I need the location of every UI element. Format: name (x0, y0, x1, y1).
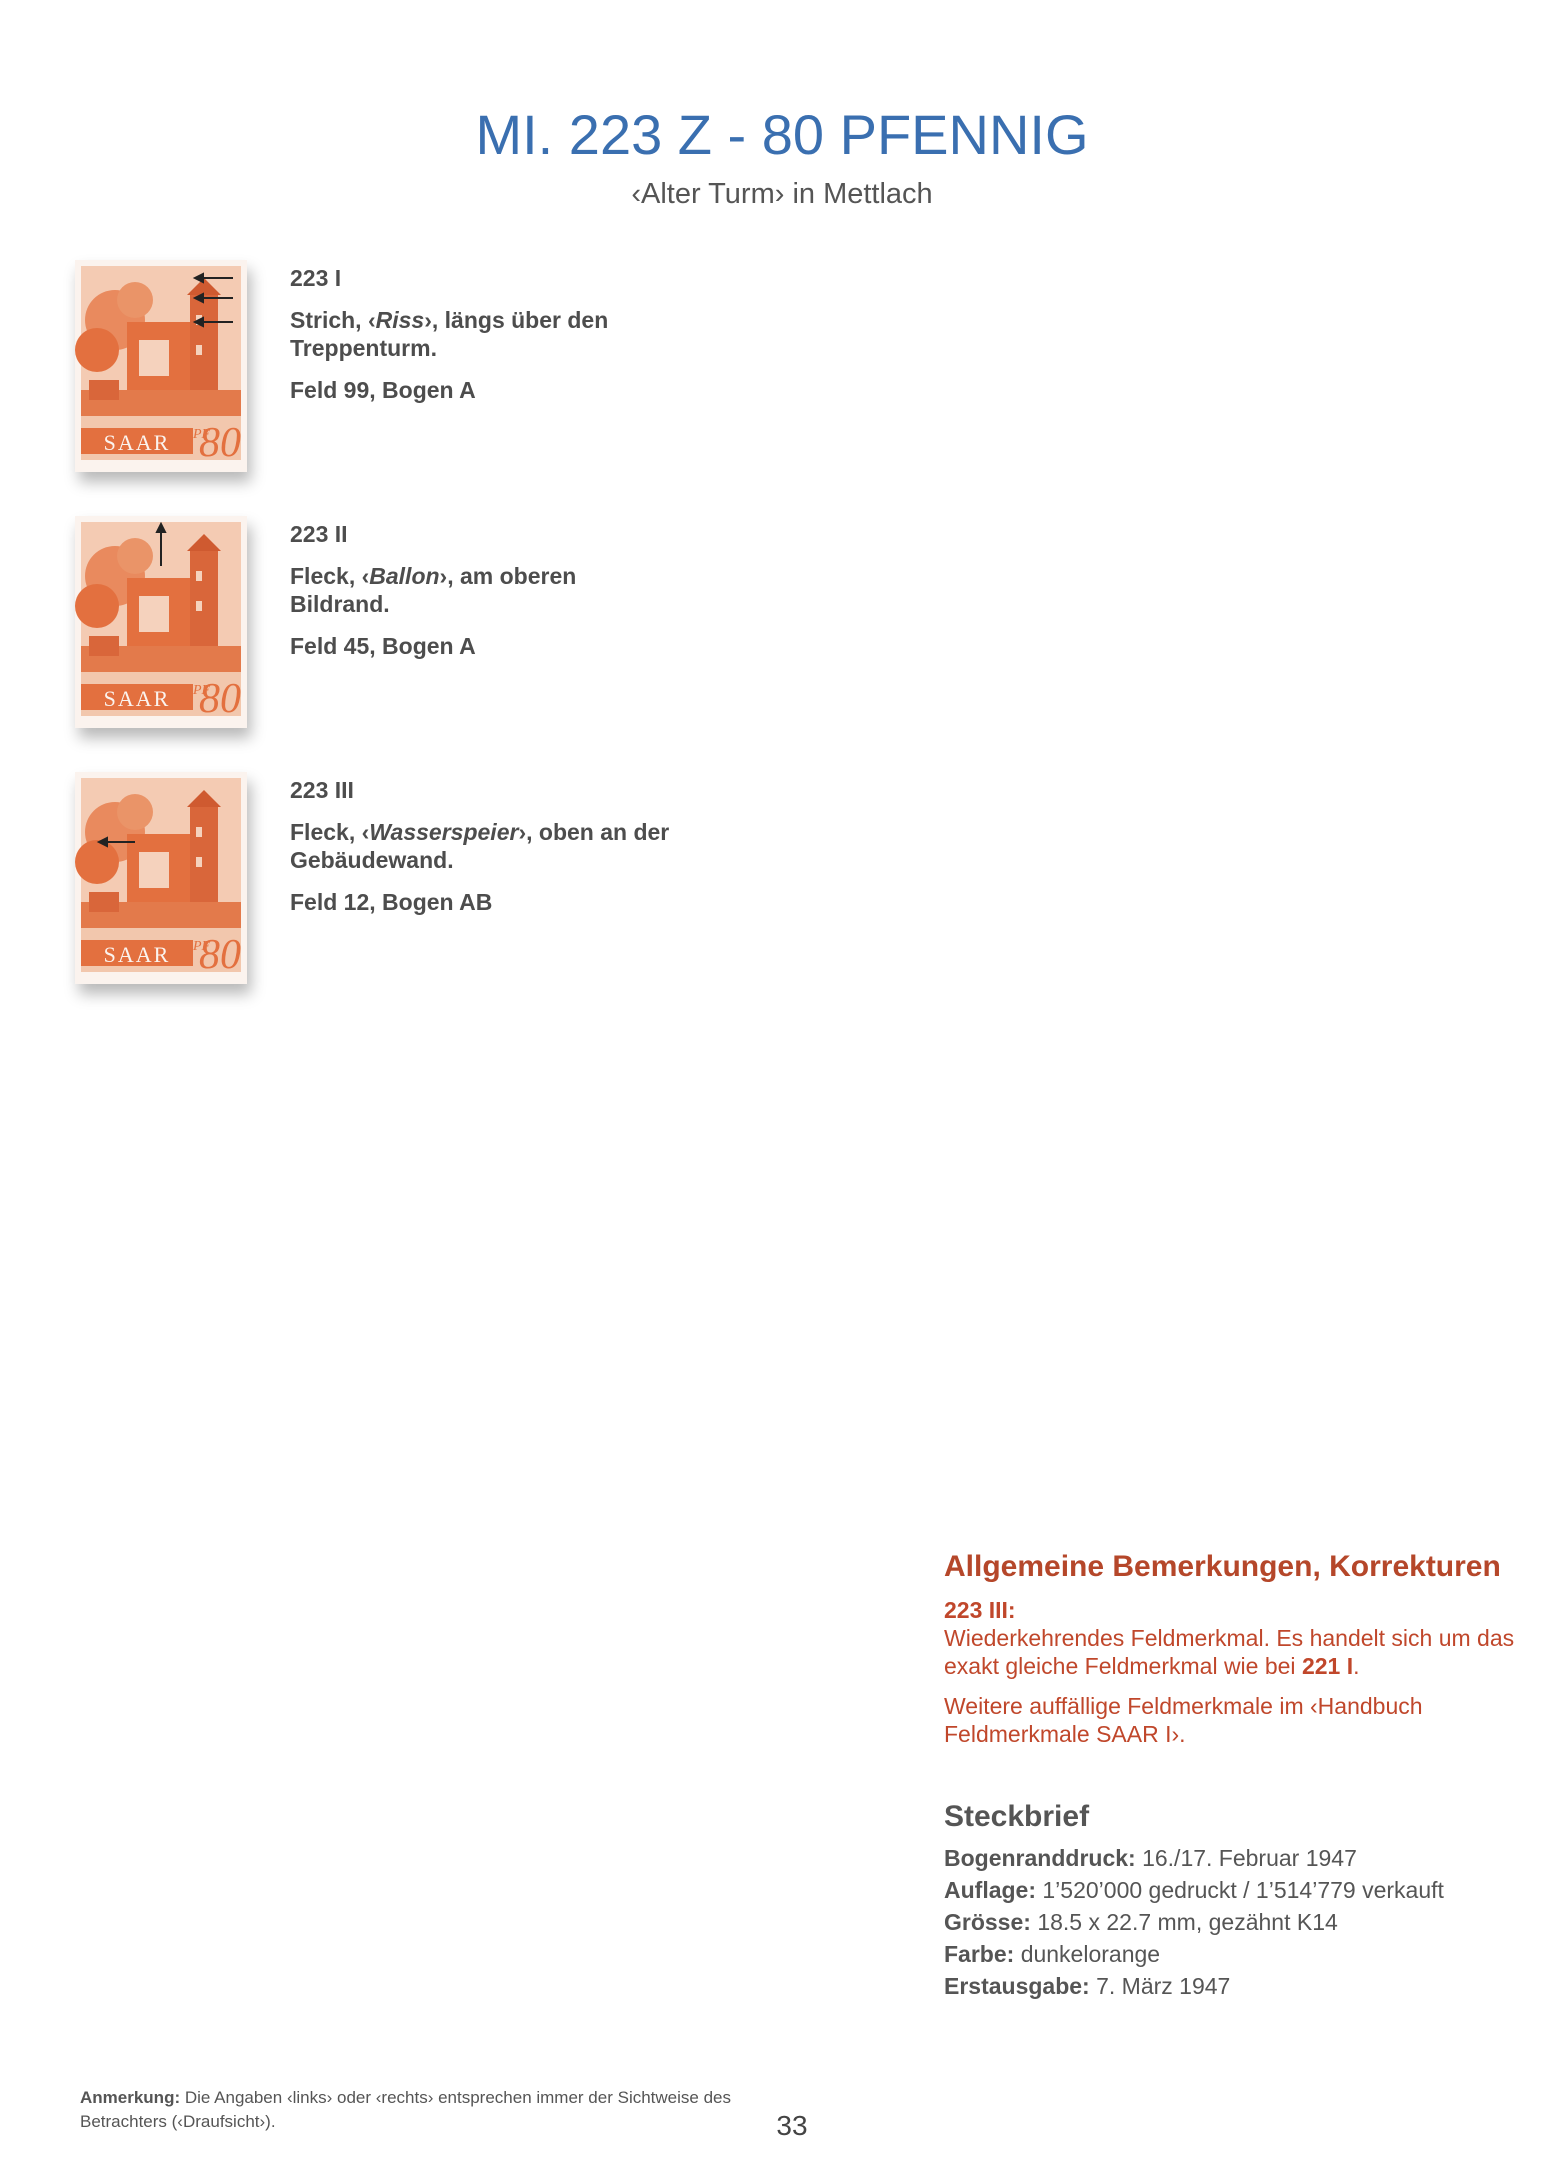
stamp-image-223-I (75, 260, 247, 472)
page-title: MI. 223 Z - 80 PFENNIG (475, 103, 1089, 166)
entry-location: Feld 99, Bogen A (290, 377, 476, 403)
entry-code: 223 I (290, 265, 342, 291)
remarks-section (944, 1550, 1524, 1748)
remarks-text-1: Wiederkehrendes Feldmerkmal. Es handelt sich um das exakt gleiche Feldmerkmal wie bei 221 I. (944, 1625, 1515, 1679)
entry-description: Strich, ‹Riss›, längs über den Treppenturm. (290, 307, 609, 361)
entry-description: Fleck, ‹Wasserspeier›, oben an der Gebäudewand. (290, 819, 670, 873)
footnote: Anmerkung: Die Angaben ‹links› oder ‹rechts› entsprechen immer der Sichtweise des Betrachters (‹Draufsicht›). (80, 2088, 731, 2131)
entry-223-I (290, 264, 670, 418)
stamp-image-223-III (75, 772, 247, 984)
remarks-text-2: Weitere auffällige Feldmerkmale im ‹Handbuch Feldmerkmale SAAR I›. (944, 1693, 1423, 1747)
steckbrief-row: Grösse: 18.5 x 22.7 mm, gezähnt K14 (944, 1909, 1338, 1935)
steckbrief-row: Bogenranddruck: 16./17. Februar 1947 (944, 1845, 1357, 1871)
entry-location: Feld 45, Bogen A (290, 633, 476, 659)
remarks-title: Allgemeine Bemerkungen, Korrekturen (944, 1550, 1501, 1583)
entry-location: Feld 12, Bogen AB (290, 889, 493, 915)
steckbrief-row: Auflage: 1’520’000 gedruckt / 1’514’779 verkauft (944, 1877, 1444, 1903)
steckbrief-section (944, 1800, 1544, 2002)
entry-description: Fleck, ‹Ballon›, am oberen Bildrand. (290, 563, 577, 617)
steckbrief-row: Farbe: dunkelorange (944, 1941, 1161, 1967)
page-subtitle: ‹Alter Turm› in Mettlach (631, 178, 933, 210)
entry-code: 223 II (290, 521, 348, 547)
entry-223-II (290, 520, 670, 674)
entry-223-III (290, 776, 670, 930)
page-number: 33 (776, 2110, 808, 2141)
entry-code: 223 III (290, 777, 354, 803)
steckbrief-row: Erstausgabe: 7. März 1947 (944, 1973, 1231, 1999)
steckbrief-title: Steckbrief (944, 1800, 1090, 1833)
remarks-label: 223 III: (944, 1597, 1016, 1623)
stamp-image-223-II (75, 516, 247, 728)
